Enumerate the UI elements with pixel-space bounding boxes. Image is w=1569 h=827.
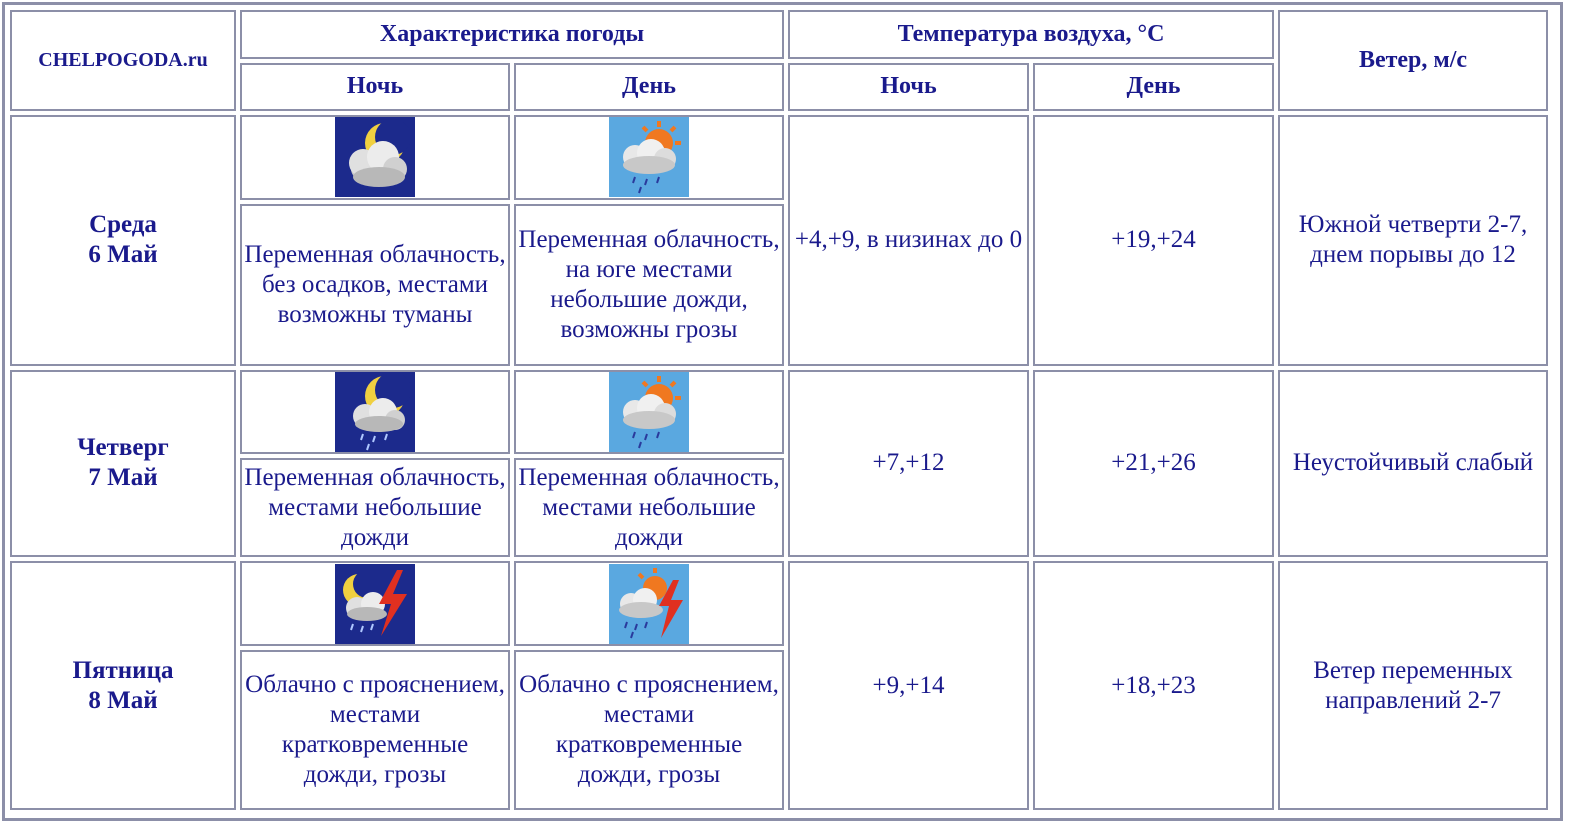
night-icon-cell: [240, 370, 510, 455]
wind-value: Неустойчивый слабый: [1278, 370, 1548, 558]
wind-value: Ветер переменных направлений 2-7: [1278, 561, 1548, 810]
temp-night: +9,+14: [788, 561, 1029, 810]
temp-night: +7,+12: [788, 370, 1029, 558]
night-icon-cell: [240, 561, 510, 646]
day-cell: [10, 115, 236, 366]
day-cell: [10, 370, 236, 558]
day-description: Переменная облачность, местами небольшие дожди: [514, 458, 784, 557]
forecast-table: [6, 6, 1552, 814]
night-description: Облачно с прояснением, местами кратковременные дожди, грозы: [240, 650, 510, 810]
night-cloudy-icon: [335, 117, 415, 197]
wind-value: Южной четверти 2-7, днем порывы до 12: [1278, 115, 1548, 366]
date: 8 Май: [88, 686, 158, 714]
night-icon-cell: [240, 115, 510, 200]
header-weather-day: День: [514, 63, 784, 112]
day-cell: [10, 561, 236, 810]
day-description: Облачно с прояснением, местами кратковременные дожди, грозы: [514, 650, 784, 810]
header-temp-night: Ночь: [788, 63, 1029, 112]
weekday: Четверг: [77, 434, 169, 462]
day-cloudy-rain-icon: [609, 117, 689, 197]
header-temp-day: День: [1033, 63, 1274, 112]
day-cloudy-rain-icon: [609, 372, 689, 452]
header-temperature: Температура воздуха, °С: [788, 10, 1274, 59]
night-thunderstorm-icon: [335, 564, 415, 644]
header-weather: Характеристика погоды: [240, 10, 784, 59]
site-name: CHELPOGODA.ru: [10, 10, 236, 111]
night-description: Переменная облачность, местами небольшие дожди: [240, 458, 510, 557]
day-icon-cell: [514, 370, 784, 455]
temp-day: +19,+24: [1033, 115, 1274, 366]
date: 6 Май: [88, 241, 158, 269]
night-cloudy-rain-icon: [335, 372, 415, 452]
temp-night: +4,+9, в низинах до 0: [788, 115, 1029, 366]
temp-day: +21,+26: [1033, 370, 1274, 558]
temp-day: +18,+23: [1033, 561, 1274, 810]
night-description: Переменная облачность, без осадков, местами возможны туманы: [240, 204, 510, 366]
weekday: Среда: [89, 211, 157, 239]
date: 7 Май: [88, 464, 158, 492]
header-wind: Ветер, м/с: [1278, 10, 1548, 111]
day-icon-cell: [514, 561, 784, 646]
day-description: Переменная облачность, на юге местами небольшие дожди, возможны грозы: [514, 204, 784, 366]
day-thunderstorm-icon: [609, 564, 689, 644]
day-icon-cell: [514, 115, 784, 200]
header-weather-night: Ночь: [240, 63, 510, 112]
weekday: Пятница: [72, 656, 174, 684]
